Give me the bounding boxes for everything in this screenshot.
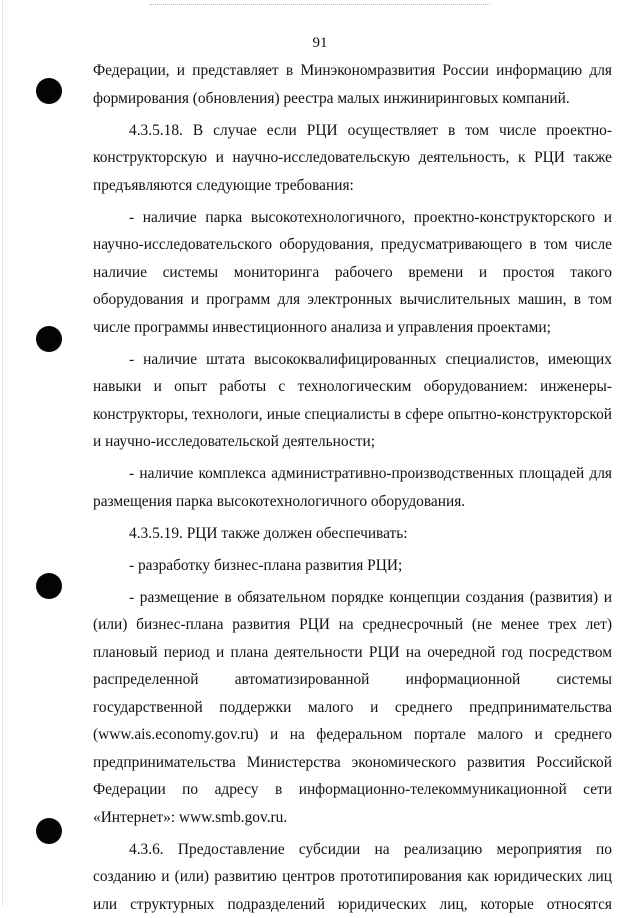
paragraph-clause-4-3-5-18: 4.3.5.18. В случае если РЦИ осуществляет в том числе проектно-конструкторскую и научно-исследовательскую деятельность, к РЦИ также предъявляются следующие требования:	[93, 117, 612, 200]
punch-hole	[36, 78, 62, 104]
punch-hole	[36, 818, 62, 844]
paragraph-requirement-premises: - наличие комплекса административно-производственных площадей для размещения парка высокотехнологичного оборудования.	[93, 460, 612, 515]
paragraph-clause-4-3-6: 4.3.6. Предоставление субсидии на реализацию мероприятия по созданию и (или) развитию центров прототипирования как юридических лиц или структурных подразделений юридических лиц, которые относятся	[93, 836, 612, 918]
scan-left-edge	[2, 0, 3, 905]
paragraph-publication: - размещение в обязательном порядке концепции создания (развития) и (или) бизнес-плана развития РЦИ на среднесрочный (не менее трех лет) плановый период и плана деятельности РЦИ на очередной год посредством распределенной автоматизированной информационной системы государственной поддержки малого и среднего предпринимательства (www.ais.economy.gov.ru) и на федеральном портале малого и среднего предпринимательства Министерства экономического развития Российской Федерации по адресу в информационно-телекоммуникационной сети «Интернет»: www.smb.gov.ru.	[93, 584, 612, 832]
paragraph-business-plan: - разработку бизнес-плана развития РЦИ;	[93, 552, 612, 580]
punch-hole	[36, 326, 62, 352]
paragraph-requirement-staff: - наличие штата высококвалифицированных специалистов, имеющих навыки и опыт работы с технологическим оборудованием: инженеры-конструкторы, технологи, иные специалисты в сфере опытно-конструкторской и научно-исследовательской деятельности;	[93, 346, 612, 456]
page-number: 91	[0, 34, 640, 52]
paragraph-continuation: Федерации, и представляет в Минэкономразвития России информацию для формирования (обновления) реестра малых инжиниринговых компаний.	[93, 57, 612, 112]
punch-hole	[36, 573, 62, 599]
paragraph-requirement-equipment: - наличие парка высокотехнологичного, проектно-конструкторского и научно-исследовательского оборудования, предусматривающего в том числе наличие системы мониторинга рабочего времени и простоя такого оборудования и программ для электронных вычислительных машин, в том числе программы инвестиционного анализа и управления проектами;	[93, 204, 612, 342]
scan-top-edge	[150, 4, 490, 5]
paragraph-clause-4-3-5-19: 4.3.5.19. РЦИ также должен обеспечивать:	[93, 520, 612, 548]
document-body	[93, 57, 612, 918]
